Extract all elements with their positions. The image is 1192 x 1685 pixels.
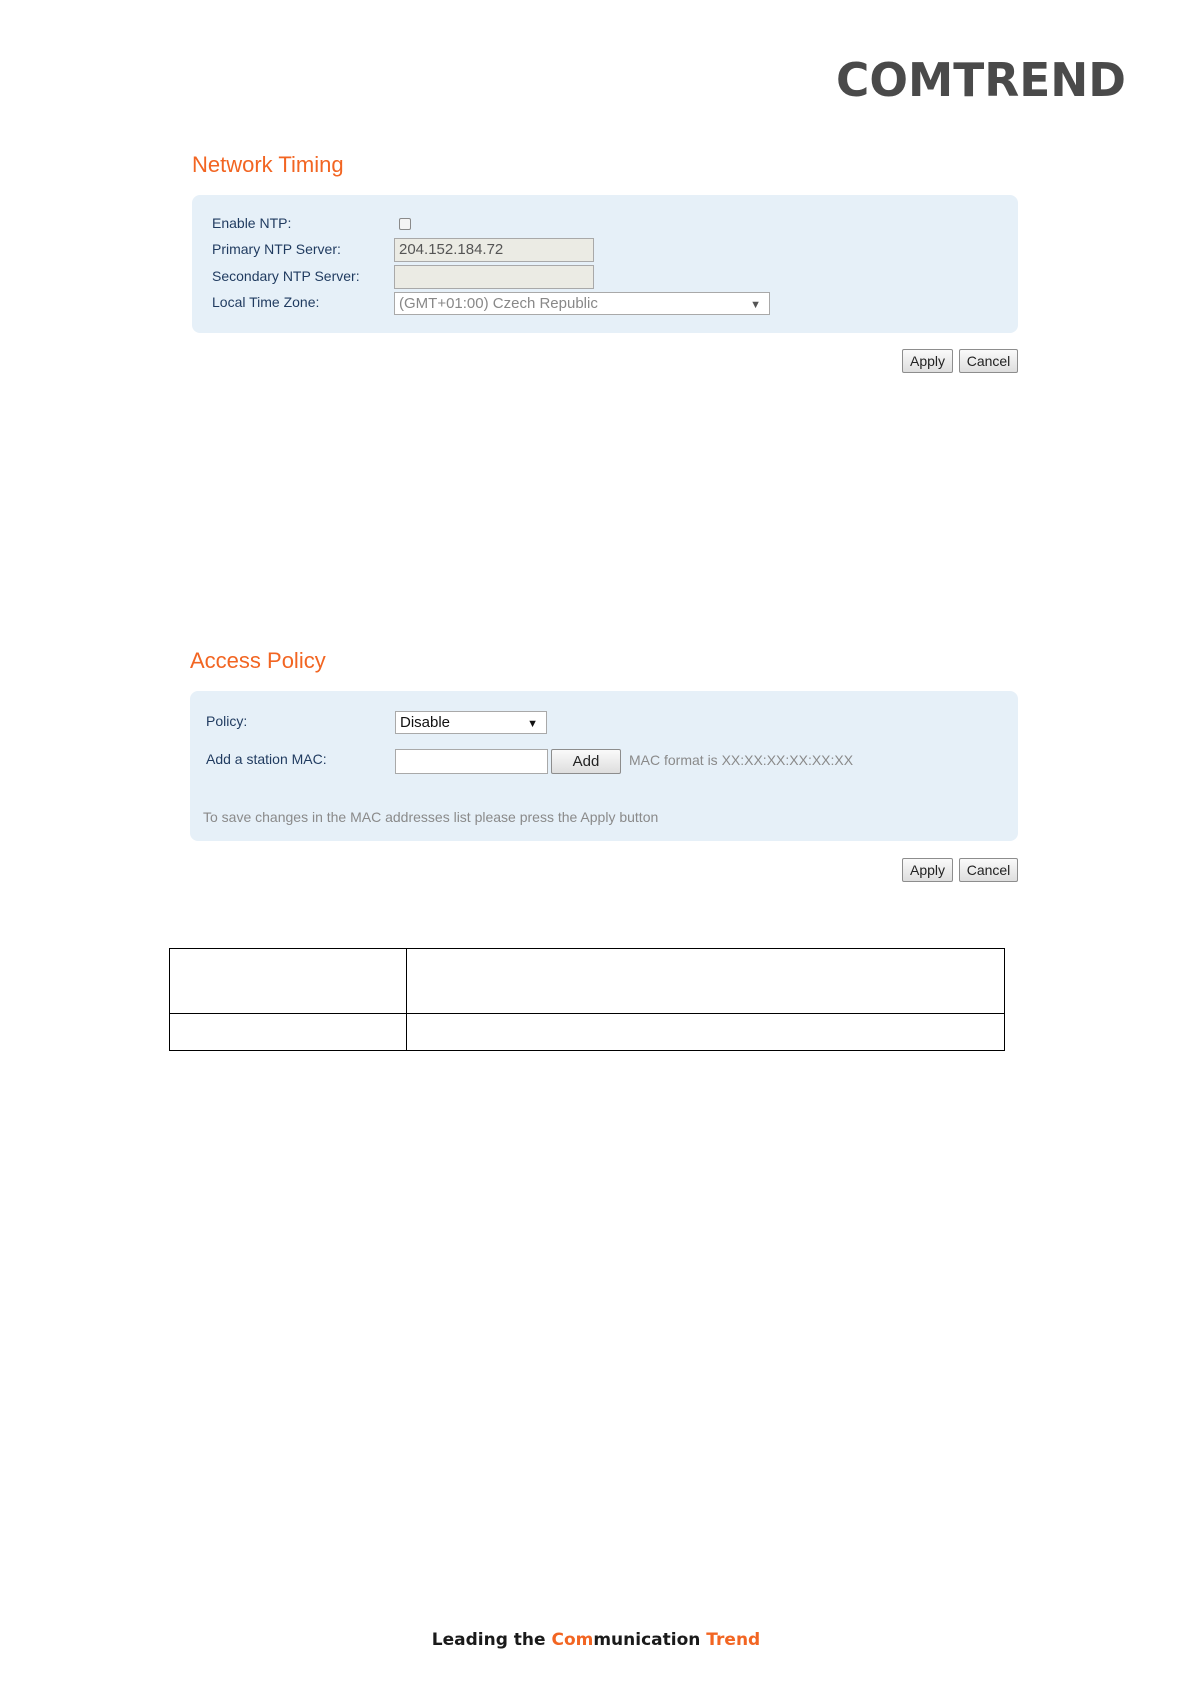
enable-ntp-label: Enable NTP: [212, 215, 292, 231]
access-policy-panel [190, 691, 1018, 841]
access-policy-apply-button[interactable]: Apply [902, 858, 953, 882]
network-timing-apply-button[interactable]: Apply [902, 349, 953, 373]
footer-slogan [0, 1630, 1192, 1650]
timezone-label: Local Time Zone: [212, 294, 320, 310]
dropdown-arrow-icon: ▼ [527, 718, 538, 730]
primary-ntp-input[interactable]: 204.152.184.72 [394, 238, 594, 262]
enable-ntp-checkbox[interactable] [399, 218, 411, 230]
network-timing-title: Network Timing [192, 152, 344, 177]
dropdown-arrow-icon: ▼ [750, 299, 761, 311]
table-row [170, 949, 1005, 1014]
primary-ntp-label: Primary NTP Server: [212, 241, 341, 257]
save-changes-note: To save changes in the MAC addresses list please press the Apply button [203, 809, 659, 825]
table-cell [170, 949, 407, 1014]
logo-text: COMTREND [836, 56, 1126, 102]
footer-part-4: Trend [706, 1630, 761, 1650]
footer-part-3: munication [593, 1630, 707, 1650]
table-row [170, 1014, 1005, 1051]
access-policy-title: Access Policy [190, 648, 326, 673]
footer-part-1: Leading the [431, 1630, 552, 1650]
blank-table [169, 948, 1005, 1051]
add-mac-label: Add a station MAC: [206, 751, 327, 767]
comtrend-logo [836, 56, 1128, 102]
secondary-ntp-label: Secondary NTP Server: [212, 268, 360, 284]
network-timing-cancel-button[interactable]: Cancel [959, 349, 1018, 373]
mac-format-hint: MAC format is XX:XX:XX:XX:XX:XX [629, 752, 854, 768]
table-cell [170, 1014, 407, 1051]
footer-part-2: Com [551, 1630, 594, 1650]
policy-value: Disable [400, 714, 451, 731]
policy-select[interactable] [395, 711, 547, 734]
timezone-value: (GMT+01:00) Czech Republic [399, 295, 598, 312]
secondary-ntp-input[interactable] [394, 265, 594, 289]
table-cell [407, 1014, 1005, 1051]
add-mac-button[interactable]: Add [551, 749, 621, 774]
mac-address-input[interactable] [395, 749, 548, 774]
network-timing-panel [192, 195, 1018, 333]
access-policy-cancel-button[interactable]: Cancel [959, 858, 1018, 882]
table-cell [407, 949, 1005, 1014]
policy-label: Policy: [206, 713, 248, 729]
timezone-select[interactable] [394, 292, 770, 315]
